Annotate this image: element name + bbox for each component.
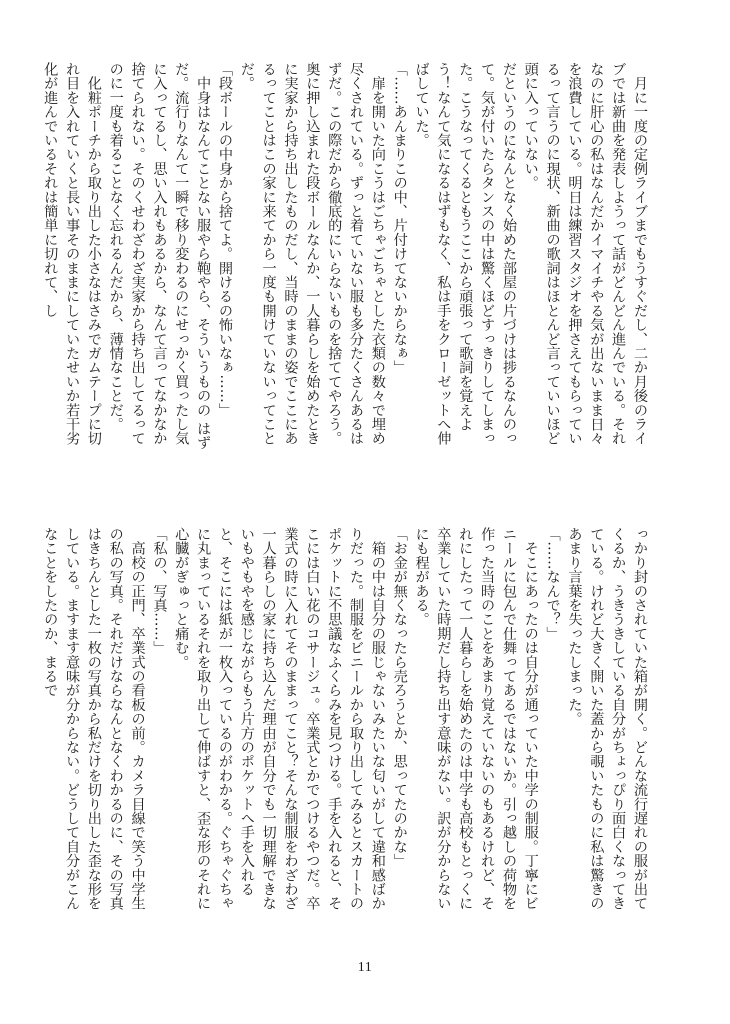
dialogue-line: 「……なんで？」 <box>544 527 561 641</box>
paragraph: 箱の中は自分の服じゃないみたいな匂いがして違和感ばかりだった。制服をビニールから取り出してみるとスカートのポケットに不思議なふくらみを見つける。手を入れると、そこには白い花のコサージュ。卒業式とかでつけるやつだ。卒業式の時に入れてそのままってこと？そんな制服をわざわざ一人暮らしの家に持ち込んだ理由が自分でも一切理解できないもやもやを感じながらもう片方のポケットへ手を入れると、そこには紙が一枚入っているのがわかる。ぐちゃぐちゃに丸まっているそれを取り出して伸ばすと、歪な形のそれに心臓がぎゅっと痛む。 <box>173 527 386 911</box>
dialogue-line: 「お金が無くなったら売ろうとか、思ってたのかな」 <box>391 527 408 868</box>
dialogue-line: 「……あんまりこの中、片付けてないからなぁ」 <box>391 62 408 375</box>
paragraph: 扉を開いた向こうはごちゃごちゃとした衣類の数々で埋め尽くされている。ずっと着ていない服も多分たくさんあるはずだ。この際だから徹底的にいらないものを捨ててやろう。奥に押し込まれた段ボールなんか、一人暮らしを始めたときに実家から持ち出したものだし、当時のままの姿でここにあるってことはこの家に来てから一度も開けていないってことだ。 <box>238 62 386 446</box>
paragraph: 高校の正門、卒業式の看板の前。カメラ目線で笑う中学生の私の写真。それだけならなんとなくわかるのに、その写真はきちんとした一枚の写真から私だけを切り出した歪な形をしている。ますます意味が分からない。どうして自分がこんなことをしたのか、まるで <box>42 527 146 911</box>
paragraph: 化粧ポーチから取り出した小さなはさみでガムテープに切れ目を入れていくと長い事そのままにしていたせいか若干劣化が進んでいるそれは簡単に切れて、し <box>42 62 102 446</box>
paragraph: 月に一度の定例ライブまでもうすぐだし、二か月後のライブでは新曲を発表しようって話がどんどん進んでいる。それなのに肝心の私はなんだかイマイチやる気が出ないまま日々を浪費している。明日は練習スタジオを押さえてもらっているって言うのに現状、新曲の歌詞はほとんど言っていいほど頭に入っていない。 <box>522 62 648 446</box>
paragraph: だというのになんとなく始めた部屋の片づけは捗るなんのって。気が付いたらタンスの中は驚くほどすっきりしてしまった。こうなってくるともうここから頑張って歌詞を覚えよう！なんて気になるはずもなく、私は手をクローゼットへ伸ばしていた。 <box>413 62 517 446</box>
paragraph: 中身はなんてことない服やら鞄やら、そういうものの はずだ。流行りなんて一瞬で移り変わるのにせっかく買ったし気に入ってるし、思い入れもあるから、なんて言ってなかなか捨てられない。そのくせわざわざ実家から持ち出してるってのに一度も着ることなく忘れるんだから、薄情なことだ。 <box>107 62 212 450</box>
text-block-bottom <box>42 527 650 922</box>
page-number: 11 <box>357 960 373 975</box>
paragraph: そこにあったのは自分が通っていた中学の制服。丁寧にビニールに包んで仕舞ってあるではないか。引っ越しの荷物を作った当時のことをあまり覚えていないのもあるけれど、それにしたって一人暮らしを始めたのは中学も高校もとっくに卒業していた時期だし持ち出す意味がない。訳が分からないにも程がある。 <box>413 527 539 911</box>
dialogue-line: 「段ボールの中身から捨てよ。開けるの怖いなぁ……」 <box>216 62 233 417</box>
paragraph: っかり封のされていた箱が開く。どんな流行遅れの服が出てくるか、うきうきしている自分がちょっぴり面白くなってきている。けれど大きく開いた蓋から覗いたものに私は驚きのあまり言葉を失ったしまった。 <box>566 527 648 911</box>
text-block-top <box>42 62 650 457</box>
dialogue-line: 「私の、写真……」 <box>151 527 168 655</box>
